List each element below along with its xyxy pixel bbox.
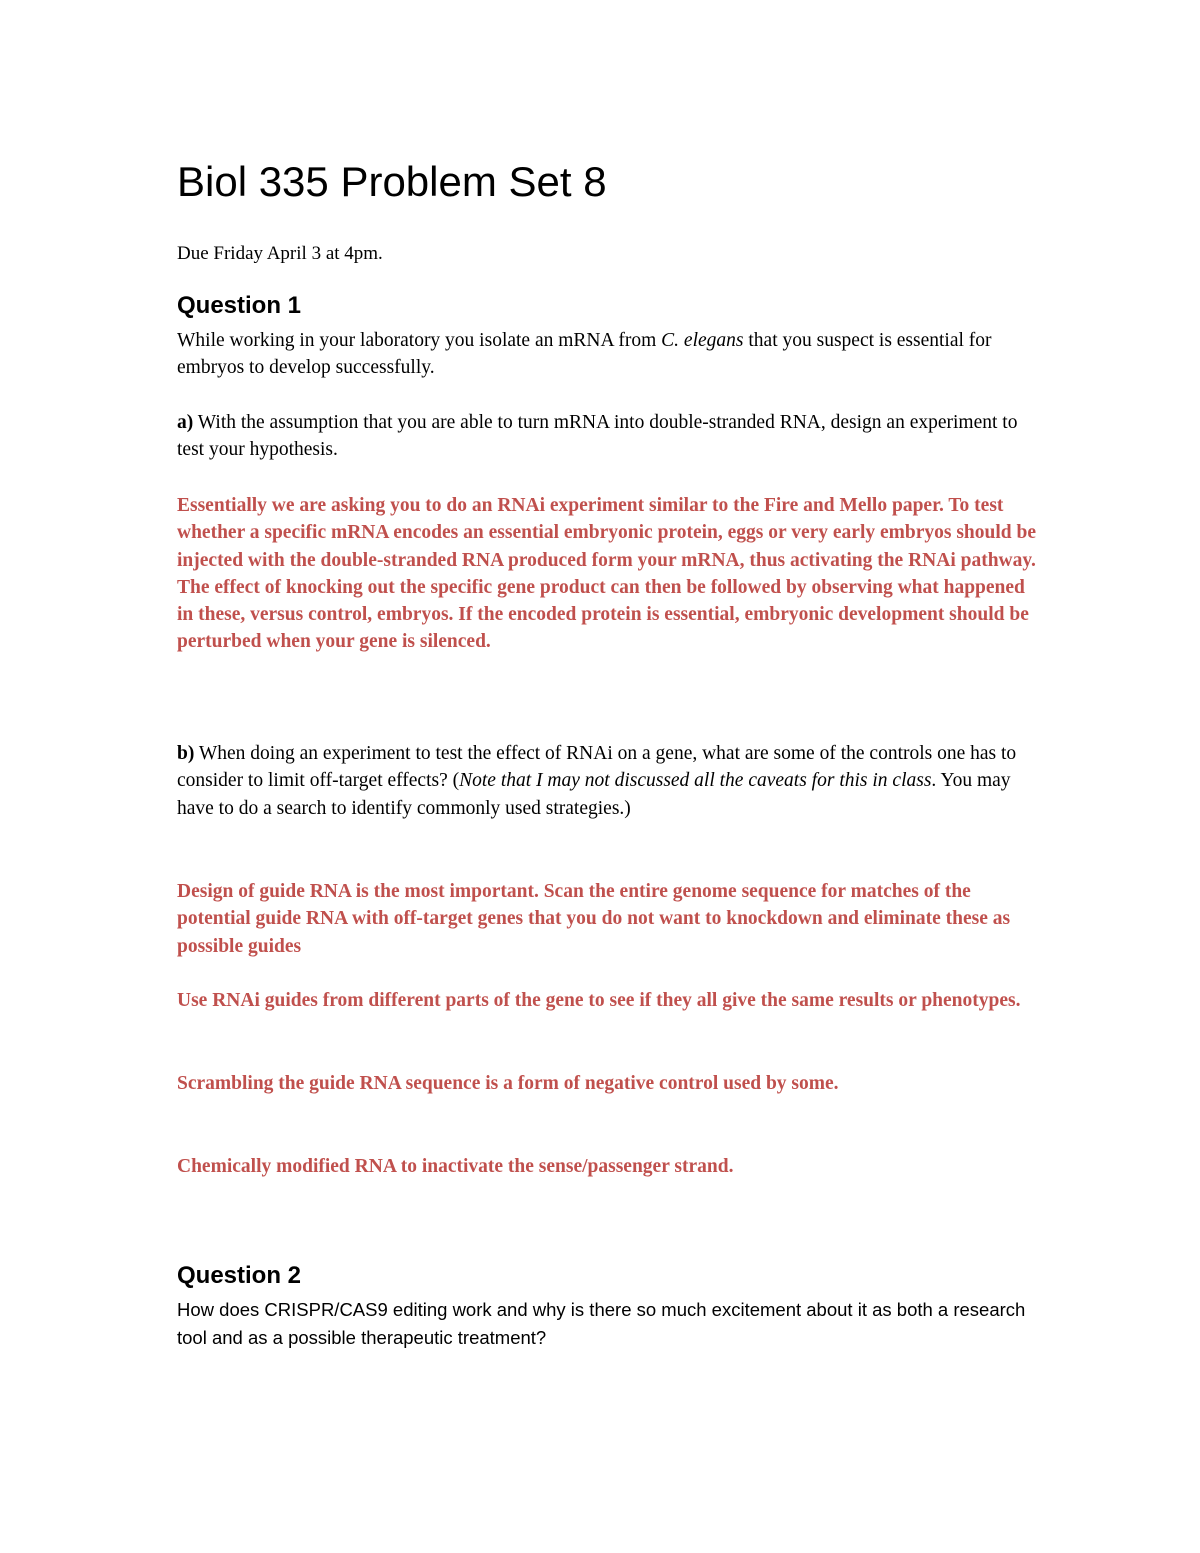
document-title: Biol 335 Problem Set 8 (177, 158, 607, 205)
question-1-heading: Question 1 (177, 292, 302, 319)
part-a-label: a) (177, 412, 194, 433)
part-b-text: When doing an experiment to test the effect of RNAi on a gene, what are some of the controls one has to consider to limit off-target effects? ( (177, 743, 1017, 792)
part-a-answer: Essentially we are asking you to do an RNAi experiment similar to the Fire and Mello paper. To test whether a specific mRNA encodes an essential embryonic protein, eggs or very early embryos should be injected with the double-stranded RNA produced form your mRNA, thus activating the RNAi pathway. The effect of knocking out the specific gene product can then be followed by observing what happened in these, versus control, embryos. If the encoded protein is essential, embryonic development should be perturbed when your gene is silenced. (177, 495, 1037, 653)
question-2-text: How does CRISPR/CAS9 editing work and why is there so much excitement about it as both a research tool and as a possible therapeutic treatment? (177, 1299, 1026, 1348)
part-a-text: With the assumption that you are able to turn mRNA into double-stranded RNA, design an experiment to test your hypothesis. (177, 412, 1018, 461)
species-name: C. elegans (661, 330, 744, 351)
question-1-intro (177, 327, 1037, 382)
part-b-prompt (177, 740, 1037, 822)
part-b-answer-4: Chemically modified RNA to inactivate the sense/passenger strand. (177, 1156, 734, 1177)
due-date: Due Friday April 3 at 4pm. (177, 243, 383, 264)
part-a-prompt (177, 409, 1037, 464)
part-b-answer-1: Design of guide RNA is the most important. Scan the entire genome sequence for matches of the potential guide RNA with off-target genes that you do not want to knockdown and eliminate these as possible guides (177, 881, 1011, 957)
part-b-label: b) (177, 743, 195, 764)
question-2-heading: Question 2 (177, 1262, 302, 1289)
question-1-intro-after: that you suspect is essential for embryos to develop successfully. (177, 330, 992, 379)
part-b-answer-3: Scrambling the guide RNA sequence is a form of negative control used by some. (177, 1073, 839, 1094)
part-b-answer-2: Use RNAi guides from different parts of the gene to see if they all give the same results or phenotypes. (177, 990, 1021, 1011)
part-b-text-after: . You may have to do a search to identify commonly used strategies.) (177, 770, 1011, 819)
question-1-intro-before: While working in your laboratory you isolate an mRNA from (177, 330, 662, 351)
part-b-italic-note: Note that I may not discussed all the caveats for this in class (459, 770, 932, 792)
